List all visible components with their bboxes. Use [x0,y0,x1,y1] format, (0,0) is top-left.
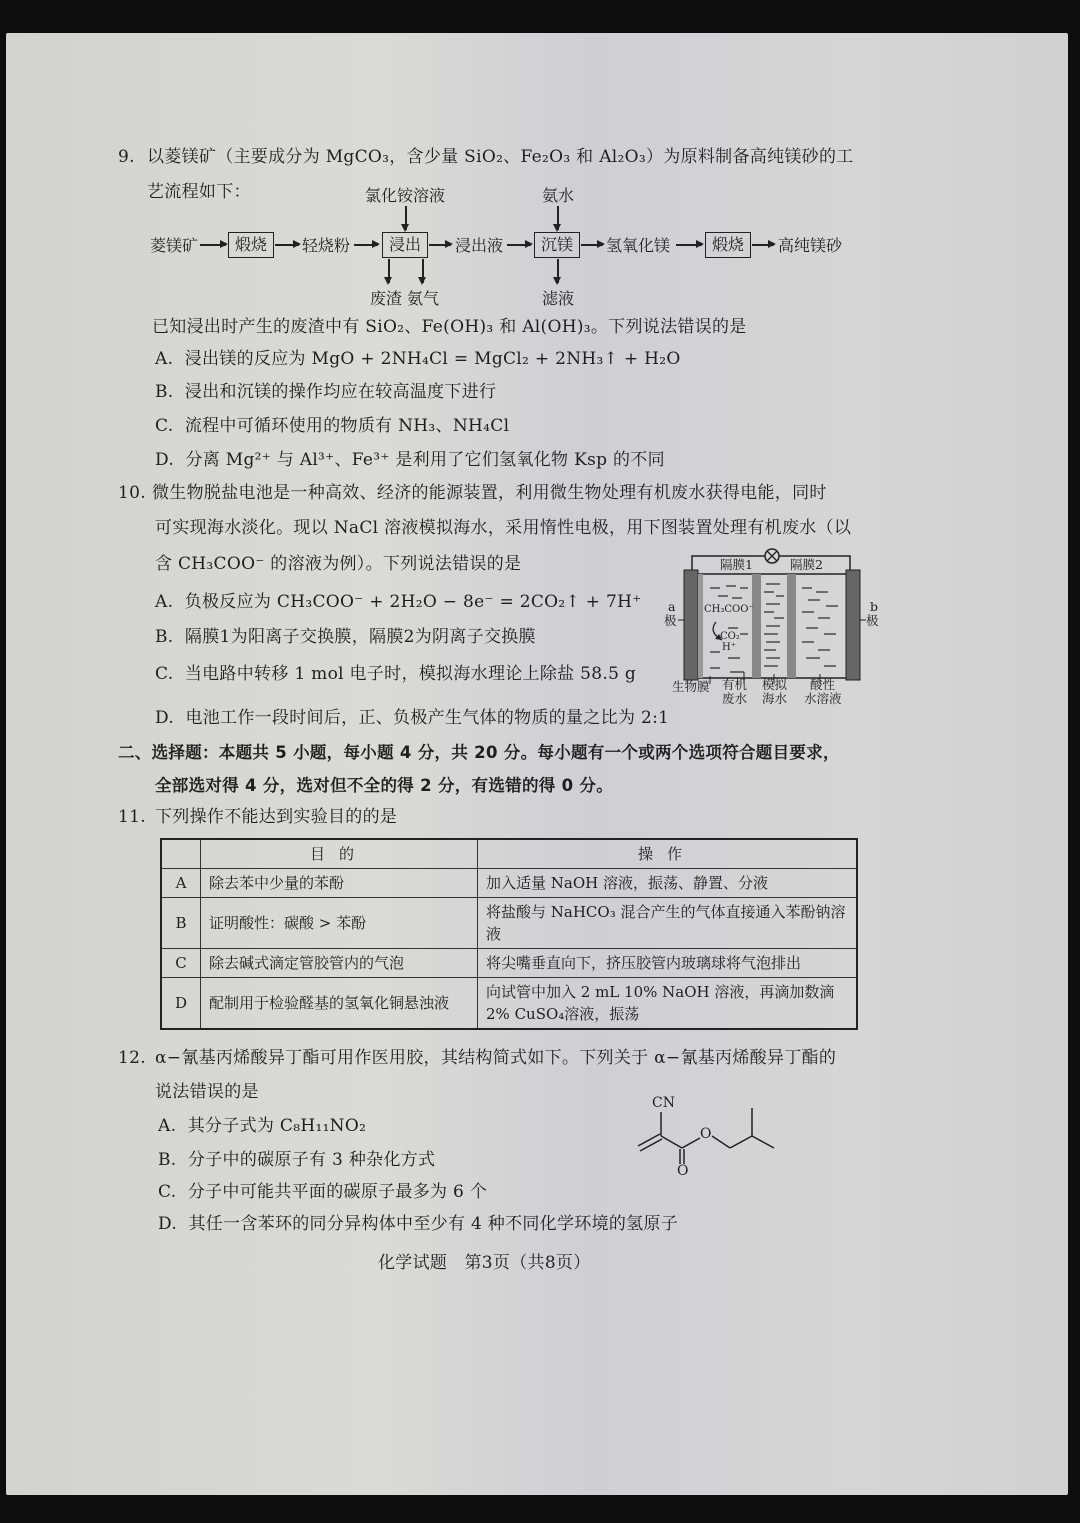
q9-stem-line1: 以菱镁矿（主要成分为 MgCO₃，含少量 SiO₂、Fe₂O₃ 和 Al₂O₃）为原料制备高纯镁砂的工 [147,147,854,167]
flow-step2-out1: 废渣 [370,289,403,308]
page-footer: 化学试题 第3页（共8页） [378,1253,591,1273]
arrow-right-icon [429,244,451,246]
q12-option-d: D. 其任一含苯环的同分异构体中至少有 4 种不同化学环境的氢原子 [158,1214,679,1234]
q9-stem-line2: 艺流程如下： [147,182,251,202]
electrode-a-label-2: 极 [664,613,677,628]
row-goal: 证明酸性：碳酸 > 苯酚 [201,898,478,949]
biofilm-label: 生物膜 [672,679,710,694]
cyano-group-label: CN [652,1095,675,1111]
organic-waste-label: 有机 [722,677,748,692]
arrow-right-icon [200,244,226,246]
table-row [161,869,857,898]
table-header-key [161,839,201,869]
flow-mid1: 轻烧粉 [302,236,351,255]
q10-option-d: D. 电池工作一段时间后，正、负极产生气体的物质的量之比为 2:1 [155,708,670,728]
row-key: C [161,949,201,978]
q11-number: 11. [118,807,146,827]
flow-step-leach: 浸出 [382,232,428,258]
membrane2-label: 隔膜2 [790,557,823,572]
q10-stem-line1: 微生物脱盐电池是一种高效、经济的能源装置，利用微生物处理有机废水获得电能，同时 [152,483,827,503]
q9-flowchart [150,180,890,310]
row-operation: 将盐酸与 NaHCO₃ 混合产生的气体直接通入苯酚钠溶液 [478,898,858,949]
q10-option-a: A. 负极反应为 CH₃COO⁻ + 2H₂O − 8e⁻ = 2CO₂↑ + 7H⁺ [155,592,642,612]
arrow-down-icon [557,259,559,283]
arrow-down-icon [422,259,424,283]
section2-heading-line2: 全部选对得 4 分，选对但不全的得 2 分，有选错的得 0 分。 [155,776,614,795]
row-key: D [161,978,201,1030]
arrow-right-icon [752,244,774,246]
q12-option-c: C. 分子中可能共平面的碳原子最多为 6 个 [158,1182,488,1202]
arrow-down-icon [388,259,390,283]
arrow-right-icon [581,244,603,246]
acetate-ion-label: CH₃COO⁻ [704,604,754,615]
table-row [161,898,857,949]
q12-number: 12. [118,1048,146,1068]
q10-option-c: C. 当电路中转移 1 mol 电子时，模拟海水理论上除盐 58.5 g [155,664,637,684]
row-goal: 除去苯中少量的苯酚 [201,869,478,898]
q11-stem: 下列操作不能达到实验目的的是 [155,807,398,827]
q10-option-b: B. 隔膜1为阳离子交换膜，隔膜2为阴离子交换膜 [155,627,536,647]
arrow-down-icon [405,206,407,230]
electrode-b-label-2: 极 [866,613,879,628]
organic-waste-label-2: 废水 [722,691,748,706]
ester-oxygen-label: O [700,1126,712,1142]
row-key: B [161,898,201,949]
q12-stem-line1: α−氰基丙烯酸异丁酯可用作医用胶，其结构简式如下。下列关于 α−氰基丙烯酸异丁酯的 [155,1048,837,1068]
q12-stem-line2: 说法错误的是 [155,1082,259,1102]
q12-option-b: B. 分子中的碳原子有 3 种杂化方式 [158,1150,436,1170]
electrode-b-label: b [870,599,879,614]
flow-start: 菱镁矿 [150,236,199,255]
row-key: A [161,869,201,898]
q9-note: 已知浸出时产生的废渣中有 SiO₂、Fe(OH)₃ 和 Al(OH)₃。下列说法错误的是 [152,317,747,337]
flow-step-calcine-2: 煅烧 [705,232,751,258]
q10-stem-line3: 含 CH₃COO⁻ 的溶液为例）。下列说法错误的是 [155,554,522,574]
arrow-right-icon [275,244,299,246]
row-goal: 除去碱式滴定管胶管内的气泡 [201,949,478,978]
flow-mid3: 氢氧化镁 [606,236,671,255]
table-row [161,949,857,978]
row-operation: 向试管中加入 2 mL 10% NaOH 溶液，再滴加数滴 2% CuSO₄溶液，振荡 [478,978,858,1030]
flow-step3-input: 氨水 [542,186,575,205]
q10-cell-diagram [660,548,890,708]
seawater-label: 模拟 [762,677,788,692]
flow-step2-out2: 氨气 [407,289,440,308]
arrow-right-icon [354,244,378,246]
row-operation: 加入适量 NaOH 溶液，振荡、静置、分液 [478,869,858,898]
arrow-right-icon [507,244,531,246]
flow-mid2: 浸出液 [455,236,504,255]
row-operation: 将尖嘴垂直向下，挤压胶管内玻璃球将气泡排出 [478,949,858,978]
table-header-operation: 操作 [478,839,858,869]
arrow-right-icon [676,244,702,246]
seawater-label-2: 海水 [762,691,788,706]
flow-end: 高纯镁砂 [778,236,843,255]
q9-option-d: D. 分离 Mg²⁺ 与 Al³⁺、Fe³⁺ 是利用了它们氢氧化物 Ksp 的不同 [155,450,665,470]
flow-step3-out: 滤液 [542,289,575,308]
table-header-row [161,839,857,869]
q9-option-c: C. 流程中可循环使用的物质有 NH₃、NH₄Cl [155,416,510,436]
flow-step-calcine-1: 煅烧 [228,232,274,258]
electrode-a-label: a [668,599,676,614]
acid-solution-label-2: 水溶液 [804,691,842,706]
flow-step-precipitate: 沉镁 [534,232,580,258]
q12-option-a: A. 其分子式为 C₈H₁₁NO₂ [158,1116,367,1136]
q10-stem-line2: 可实现海水淡化。现以 NaCl 溶液模拟海水，采用惰性电极，用下图装置处理有机废水（以 [155,518,852,538]
acid-solution-label: 酸性 [810,677,836,692]
table-header-goal: 目的 [201,839,478,869]
q12-structure-formula [630,1094,790,1179]
flow-step2-input: 氯化铵溶液 [365,186,446,205]
membrane1-label: 隔膜1 [720,557,753,572]
co2-label: CO₂ [720,631,740,642]
q9-option-a: A. 浸出镁的反应为 MgO + 2NH₄Cl = MgCl₂ + 2NH₃↑ + H₂O [155,349,681,369]
q11-table [160,838,858,1030]
q9-number: 9. [118,147,135,167]
arrow-down-icon [557,206,559,230]
section2-heading: 二、选择题：本题共 5 小题，每小题 4 分，共 20 分。每小题有一个或两个选项符合题目要求， [118,743,840,762]
h-ion-label: H⁺ [722,642,736,653]
q10-number: 10. [118,483,146,503]
table-row [161,978,857,1030]
row-goal: 配制用于检验醛基的氢氧化铜悬浊液 [201,978,478,1030]
q9-option-b: B. 浸出和沉镁的操作均应在较高温度下进行 [155,382,497,402]
carbonyl-oxygen-label: O [677,1163,689,1179]
